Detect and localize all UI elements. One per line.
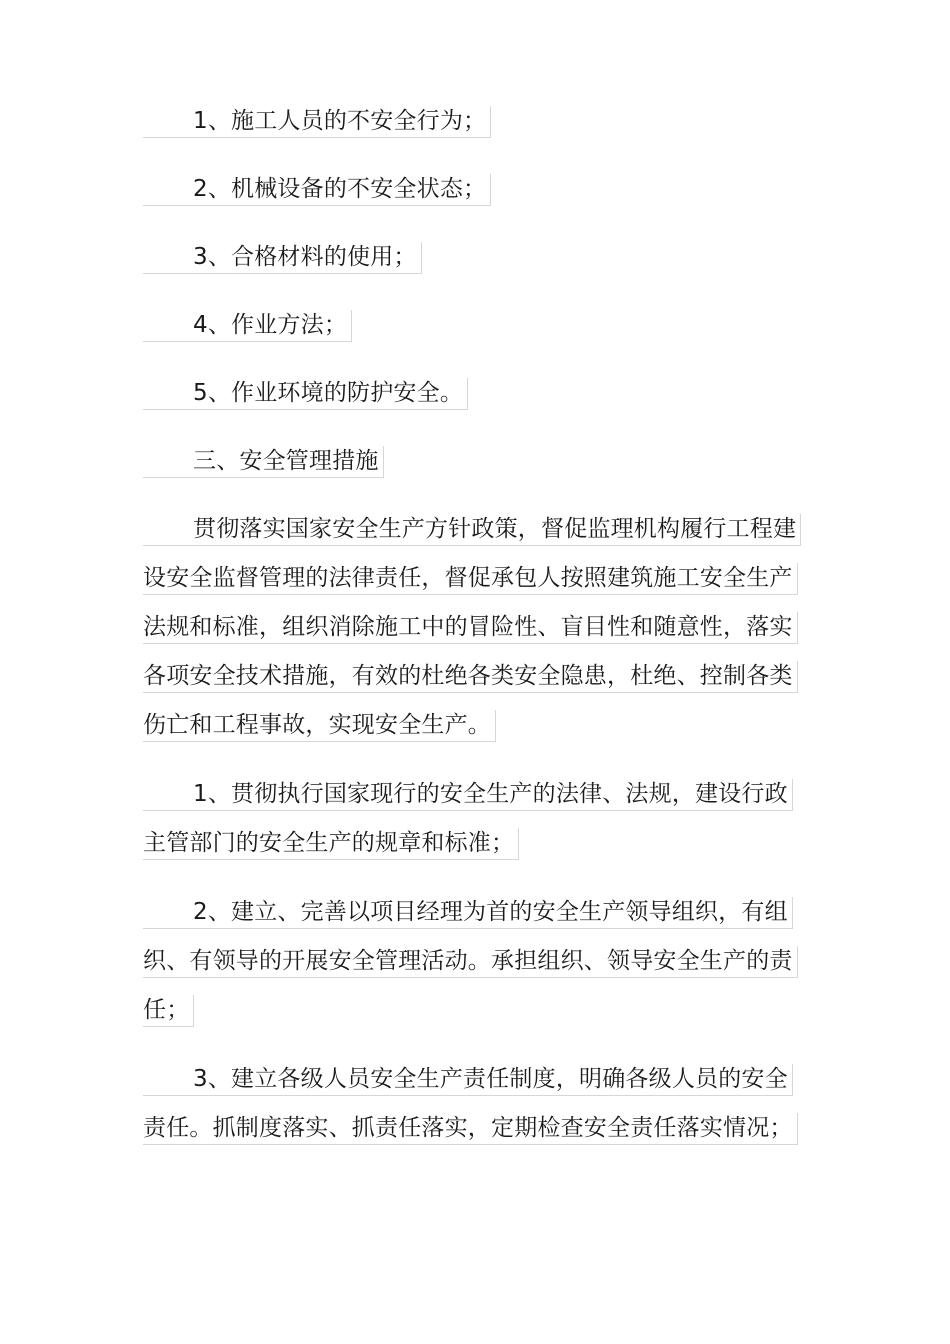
measure-paragraph-3 — [143, 1062, 808, 1146]
list-item-text: 2、机械设备的不安全状态； — [143, 174, 491, 206]
paragraph-line: 伤亡和工程事故，实现安全生产。 — [143, 710, 496, 742]
list-item — [143, 376, 808, 411]
section-heading — [143, 444, 808, 479]
paragraph-line: 任； — [143, 995, 194, 1027]
measure-paragraph-1 — [143, 777, 808, 861]
section-heading-text: 三、安全管理措施 — [143, 446, 384, 478]
paragraph-line: 1、贯彻执行国家现行的安全生产的法律、法规，建设行政 — [143, 779, 793, 811]
measure-paragraph-2 — [143, 895, 808, 1028]
paragraph-line: 3、建立各级人员安全生产责任制度，明确各级人员的安全 — [143, 1064, 793, 1096]
paragraph-line: 主管部门的安全生产的规章和标准； — [143, 828, 519, 860]
paragraph-line: 设安全监督管理的法律责任，督促承包人按照建筑施工安全生产 — [143, 563, 798, 595]
list-item — [143, 104, 808, 139]
list-item-text: 4、作业方法； — [143, 310, 352, 342]
list-item — [143, 172, 808, 207]
paragraph-line: 贯彻落实国家安全生产方针政策，督促监理机构履行工程建 — [143, 514, 801, 546]
list-item-text: 1、施工人员的不安全行为； — [143, 106, 491, 138]
list-item — [143, 240, 808, 275]
list-item-text: 5、作业环境的防护安全。 — [143, 378, 468, 410]
paragraph-line: 责任。抓制度落实、抓责任落实，定期检查安全责任落实情况； — [143, 1113, 798, 1145]
list-item-text: 3、合格材料的使用； — [143, 242, 422, 274]
intro-paragraph — [143, 512, 808, 743]
paragraph-line: 织、有领导的开展安全管理活动。承担组织、领导安全生产的责 — [143, 946, 798, 978]
paragraph-line: 法规和标准，组织消除施工中的冒险性、盲目性和随意性，落实 — [143, 612, 798, 644]
paragraph-line: 各项安全技术措施，有效的杜绝各类安全隐患，杜绝、控制各类 — [143, 661, 798, 693]
paragraph-line: 2、建立、完善以项目经理为首的安全生产领导组织，有组 — [143, 897, 793, 929]
list-item — [143, 308, 808, 343]
